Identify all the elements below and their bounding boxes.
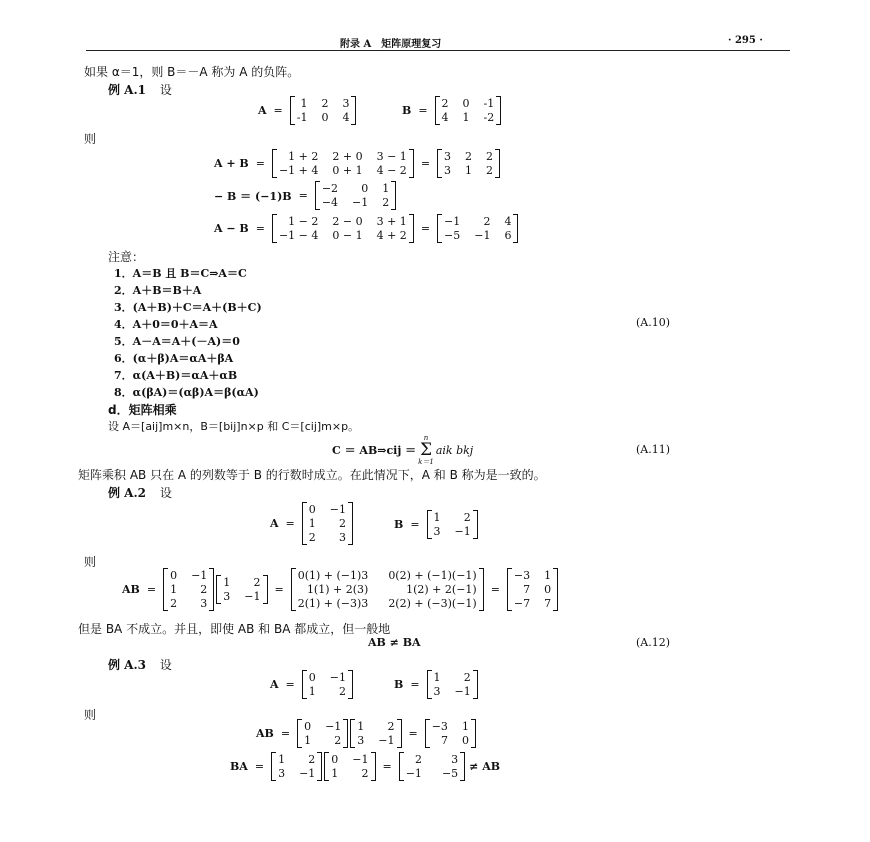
matrix-cell: 2 — [463, 511, 471, 524]
matrix-cell: 3 — [223, 590, 231, 603]
matrix-cell: 1 — [462, 111, 470, 124]
matrix-cell: 2 — [361, 767, 369, 780]
ex3-matrix-B — [427, 670, 478, 699]
matrix-cell: 0 — [361, 182, 369, 195]
matrix-cell: −1 — [405, 767, 422, 780]
formula-term: aik bkj — [435, 443, 474, 457]
matrix-cell: 1 — [357, 720, 365, 733]
example-a3-heading — [108, 656, 172, 673]
ex3-ab-equation: AB = 0 −1 1 2 1 2 3 −1 = −3 1 7 0 — [256, 719, 476, 748]
matrix-cell: 7 — [440, 734, 448, 747]
ba-neq-tail: ≠ AB — [469, 760, 501, 773]
matrix-cell: −5 — [444, 229, 461, 242]
matrix-cell: 0 — [461, 734, 469, 747]
ex2-expanded-matrix — [291, 568, 484, 611]
matrix-cell: 2 — [382, 196, 390, 209]
then-word: 则 — [84, 555, 97, 569]
matrix-cell: 1 — [308, 517, 316, 530]
note-item: 2．A＋B＝B＋A — [114, 284, 202, 297]
matrix-cell: 1 + 2 — [288, 150, 319, 163]
matrix-cell: 3 — [278, 767, 286, 780]
matrix-cell: -1 — [296, 111, 308, 124]
matrix-cell: 2 — [338, 517, 346, 530]
summation-sign: n Σ k＝1 — [418, 434, 434, 466]
matrix-cell: 0 — [331, 753, 339, 766]
matrix-cell: −7 — [513, 597, 531, 610]
matrix-cell: 4 + 2 — [376, 229, 407, 242]
matrix-cell: 2(2) + (−3)(−1) — [388, 597, 477, 610]
ex1-sum-equation: A + B = 1 + 2 2 + 0 3 − 1 −1 + 4 0 + 1 4 − 2 = 3 2 2 3 1 2 — [214, 149, 500, 178]
ex2-result-matrix — [507, 568, 558, 611]
equation-number: (A.10) — [636, 316, 671, 329]
diff-lhs: A − B — [214, 222, 249, 235]
matrix-cell: 3 — [433, 525, 441, 538]
ex3-ba-right-matrix — [324, 752, 375, 781]
matrix-cell: 2 — [253, 576, 261, 589]
matrix-cell: 1 — [308, 685, 316, 698]
conformability-paragraph: 矩阵乘积 AB 只在 A 的列数等于 B 的行数时成立。在此情况下，A 和 B 称为是一致的。 — [78, 468, 546, 482]
running-header-title: 附录 A 矩阵原理复习 — [340, 39, 442, 50]
example-label: 例 A.3 — [108, 658, 147, 672]
ex3-matrix-A-def: A = 0 −1 1 2 — [270, 670, 353, 699]
matrix-cell: −1 — [454, 525, 471, 538]
matrix-cell: 1 — [382, 182, 390, 195]
formula-lhs: C ＝ AB⇒cij ＝ — [332, 444, 417, 457]
matrix-cell: 2 — [338, 685, 346, 698]
ex2-matrix-A — [302, 502, 353, 545]
matrix-cell: 1 − 2 — [288, 215, 319, 228]
let-word: 设 — [159, 486, 172, 500]
example-label: 例 A.1 — [108, 83, 147, 97]
matrix-cell: 0 − 1 — [332, 229, 363, 242]
ex2-product-equation: AB = 0 −1 1 2 2 3 1 2 3 −1 = 0(1) + (−1)3 0(2) + (−1)(−1) 1(1) + 2(3) 1(2) + 2(−1) 2(1) + (−3)3 2(2) + (−3)(−1) = −3 1 7 0 −7 7 — [122, 568, 558, 611]
matrix-cell: 3 — [357, 734, 365, 747]
matrix-cell: 1(1) + 2(3) — [306, 583, 369, 596]
ex3-matrix-A — [302, 670, 353, 699]
matrix-cell: 2(1) + (−3)3 — [297, 597, 369, 610]
ex3-matrix-B-def: B = 1 2 3 −1 — [394, 670, 478, 699]
matrix-cell: 1 — [300, 97, 308, 110]
product-lhs: AB — [122, 583, 140, 596]
equation-number: (A.12) — [636, 636, 671, 649]
matrix-cell: 2 + 0 — [332, 150, 363, 163]
matrix-cell: −4 — [321, 196, 339, 209]
matrix-cell: −1 — [329, 671, 346, 684]
matrix-name: A — [258, 104, 267, 117]
matrix-cell: 0(2) + (−1)(−1) — [388, 569, 477, 582]
note-item: 6．(α＋β)A＝αA＋βA — [114, 352, 234, 365]
matrix-cell: 0 — [544, 583, 552, 596]
matrix-cell: 4 − 2 — [376, 164, 407, 177]
ex3-ba-result-matrix — [399, 752, 465, 781]
matrix-cell: -2 — [483, 111, 495, 124]
neg-result-matrix — [315, 181, 396, 210]
diff-expression-matrix — [272, 214, 414, 243]
matrix-cell: 1 — [433, 511, 441, 524]
noncommutative-sentence: 但是 BA 不成立。并且，即使 AB 和 BA 都成立，但一般地 — [78, 622, 391, 636]
matrix-cell: 2 — [170, 597, 178, 610]
matrix-cell: 3 — [433, 685, 441, 698]
product-formula — [332, 434, 473, 466]
matrix-cell: 7 — [523, 583, 531, 596]
intro-line: 如果 α＝1，则 B＝－A 称为 A 的负阵。 — [84, 65, 300, 79]
matrix-cell: 3 — [444, 164, 452, 177]
matrix-cell: −1 — [454, 685, 471, 698]
notes-list — [114, 265, 262, 401]
ex2-A-matrix — [163, 568, 214, 611]
ex3-ab-left-matrix — [297, 719, 348, 748]
page-number: · 295 · — [728, 35, 763, 46]
matrix-cell: 2 − 0 — [332, 215, 363, 228]
header-rule — [86, 50, 790, 51]
matrix-cell: −1 — [352, 196, 369, 209]
matrix-cell: 1 — [278, 753, 286, 766]
matrix-cell: 1 — [544, 569, 552, 582]
ex2-B-matrix — [216, 575, 267, 604]
matrix-cell: −5 — [441, 767, 459, 780]
ex2-matrix-B-def: B = 1 2 3 −1 — [394, 510, 478, 539]
diff-result-matrix — [437, 214, 518, 243]
matrix-cell: 2 — [414, 753, 422, 766]
matrix-cell: 1 — [465, 164, 473, 177]
matrix-cell: 2 — [308, 531, 316, 544]
matrix-cell: 3 — [338, 531, 346, 544]
sum-expression-matrix — [272, 149, 414, 178]
note-item: 8．α(βA)＝(αβ)A＝β(αA) — [114, 386, 259, 399]
section-d-setup: 设 A＝[aij]m×n，B＝[bij]n×p 和 C＝[cij]m×p。 — [108, 420, 360, 433]
example-a2-heading — [108, 484, 172, 501]
matrix-cell: −1 − 4 — [278, 229, 319, 242]
matrix-cell: −3 — [431, 720, 448, 733]
matrix-name: B — [394, 678, 404, 691]
sum-upper-limit: n — [423, 434, 429, 442]
ex1-matrix-B-def: B = 2 0 -1 4 1 -2 — [402, 96, 501, 125]
ex3-ab-result-matrix — [425, 719, 476, 748]
matrix-cell: 2 — [387, 720, 395, 733]
matrix-cell: 4 — [342, 111, 350, 124]
matrix-cell: 3 + 1 — [376, 215, 407, 228]
matrix-cell: 1 — [433, 671, 441, 684]
matrix-cell: 6 — [504, 229, 512, 242]
matrix-cell: 2 — [334, 734, 342, 747]
matrix-cell: 2 — [463, 671, 471, 684]
matrix-cell: 2 — [321, 97, 329, 110]
matrix-cell: 1 — [223, 576, 231, 589]
matrix-cell: 4 — [504, 215, 512, 228]
example-a1-heading — [108, 81, 172, 98]
ex3-ba-left-matrix — [271, 752, 322, 781]
matrix-cell: 0 — [462, 97, 470, 110]
matrix-cell: −1 — [299, 767, 316, 780]
matrix-cell: 7 — [544, 597, 552, 610]
ex3-ba-equation: BA = 1 2 3 −1 0 −1 1 2 = 2 3 −1 −5 ≠ AB — [230, 753, 501, 780]
note-item: 1．A＝B 且 B＝C⇒A＝C — [114, 267, 247, 280]
matrix-cell: 2 — [200, 583, 208, 596]
matrix-cell: 4 — [441, 111, 449, 124]
ex1-diff-equation: A − B = 1 − 2 2 − 0 3 + 1 −1 − 4 0 − 1 4 + 2 = −1 2 4 −5 −1 6 — [214, 214, 518, 243]
let-word: 设 — [159, 658, 172, 672]
sum-lower-limit: k＝1 — [418, 458, 434, 466]
matrix-cell: −1 — [444, 215, 461, 228]
matrix-name: B — [394, 518, 404, 531]
matrix-cell: 3 — [200, 597, 208, 610]
then-word: 则 — [84, 132, 97, 146]
matrix-cell: 2 — [483, 215, 491, 228]
matrix-cell: −1 — [378, 734, 395, 747]
ab-lhs: AB — [256, 727, 274, 740]
note-item: 5．A－A＝A＋(－A)＝0 — [114, 335, 240, 348]
matrix-cell: −3 — [513, 569, 531, 582]
note-item: 4．A＋0＝0＋A＝A — [114, 318, 218, 331]
note-item: 3．(A＋B)＋C＝A＋(B＋C) — [114, 301, 262, 314]
matrix-cell: −1 — [329, 503, 346, 516]
matrix-cell: 2 — [441, 97, 449, 110]
matrix-cell: 1 — [304, 734, 312, 747]
matrix-cell: 0 — [308, 671, 316, 684]
sum-result-matrix — [437, 149, 500, 178]
matrix-cell: 0 — [304, 720, 312, 733]
ex1-matrix-A — [290, 96, 357, 125]
note-item: 7．α(A＋B)＝αA＋αB — [114, 369, 238, 382]
matrix-cell: −1 — [244, 590, 261, 603]
ex1-neg-equation: − B ＝ (−1)B = −2 0 1 −4 −1 2 — [214, 181, 396, 210]
matrix-cell: 0 — [321, 111, 329, 124]
matrix-cell: −1 — [474, 229, 491, 242]
example-label: 例 A.2 — [108, 486, 147, 500]
matrix-cell: −1 — [352, 753, 369, 766]
matrix-cell: 0 + 1 — [332, 164, 363, 177]
ex1-matrix-B — [435, 96, 502, 125]
matrix-cell: 1(2) + 2(−1) — [406, 583, 477, 596]
ex1-matrix-A-def: A = 1 2 3 -1 0 4 — [258, 96, 356, 125]
ex2-matrix-B — [427, 510, 478, 539]
matrix-cell: 2 — [486, 164, 494, 177]
notes-title: 注意： — [108, 250, 145, 264]
let-word: 设 — [159, 83, 172, 97]
matrix-cell: 0 — [170, 569, 178, 582]
ba-lhs: BA — [230, 760, 248, 773]
matrix-cell: 2 — [465, 150, 473, 163]
matrix-cell: −1 — [191, 569, 208, 582]
equation-number: (A.11) — [636, 443, 671, 456]
matrix-cell: -1 — [483, 97, 495, 110]
matrix-cell: 1 — [461, 720, 469, 733]
matrix-name: A — [270, 517, 279, 530]
neg-lhs: − B ＝ (−1)B — [214, 189, 292, 203]
sum-lhs: A + B — [214, 157, 249, 170]
matrix-cell: 1 — [331, 767, 339, 780]
inequality-ab-ba: AB ≠ BA — [368, 636, 421, 649]
matrix-cell: 0 — [308, 503, 316, 516]
matrix-cell: 2 — [486, 150, 494, 163]
matrix-cell: 3 − 1 — [376, 150, 407, 163]
matrix-name: B — [402, 104, 412, 117]
matrix-cell: 0(1) + (−1)3 — [297, 569, 369, 582]
matrix-cell: −2 — [321, 182, 339, 195]
matrix-cell: 1 — [170, 583, 178, 596]
ex2-matrix-A-def: A = 0 −1 1 2 2 3 — [270, 502, 353, 545]
section-d-title: d．矩阵相乘 — [108, 403, 177, 417]
matrix-cell: 3 — [451, 753, 459, 766]
matrix-cell: 3 — [444, 150, 452, 163]
then-word: 则 — [84, 708, 97, 722]
matrix-cell: −1 — [325, 720, 342, 733]
matrix-cell: 3 — [342, 97, 350, 110]
matrix-name: A — [270, 678, 279, 691]
ex3-ab-right-matrix — [350, 719, 401, 748]
matrix-cell: −1 + 4 — [278, 164, 319, 177]
matrix-cell: 2 — [308, 753, 316, 766]
